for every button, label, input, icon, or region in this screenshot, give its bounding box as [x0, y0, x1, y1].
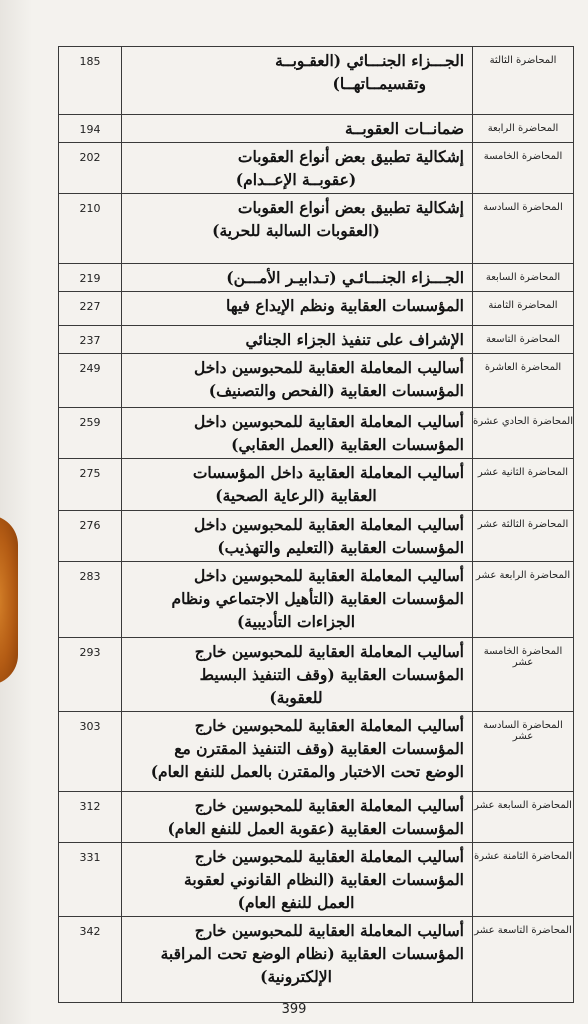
title-line: المؤسسات العقابية (التعليم والتهذيب): [217, 538, 464, 557]
title-line: إشكالية تطبيق بعض أنواع العقوبات: [237, 198, 464, 217]
page-number-label: 303: [79, 720, 101, 733]
toc-row: [59, 562, 574, 638]
page-cell: [59, 47, 122, 115]
title-line: الإلكترونية): [260, 967, 332, 986]
title-line: أساليب المعاملة العقابية للمحبوسين داخل: [193, 566, 464, 585]
title-cell: [122, 115, 473, 143]
page-number: 399: [281, 1002, 307, 1017]
title-line: أساليب المعاملة العقابية للمحبوسين خارج: [194, 847, 464, 866]
title-line: المؤسسات العقابية (الفحص والتصنيف): [208, 381, 464, 400]
lecture-cell: [473, 843, 574, 917]
lecture-label: المحاضرة التاسعة عشر: [474, 925, 572, 936]
title-line: الوضع تحت الاختبار والمقترن بالعمل للنفع العام): [150, 762, 464, 781]
lecture-cell: [473, 143, 574, 194]
lecture-label: المحاضرة العاشرة: [484, 362, 562, 373]
title-line: للعقوبة): [269, 688, 323, 707]
title-cell: [122, 326, 473, 354]
lecture-cell: [473, 712, 574, 792]
page-cell: [59, 354, 122, 408]
title-line: أساليب المعاملة العقابية للمحبوسين خارج: [194, 796, 464, 815]
page-cell: [59, 459, 122, 511]
title-line: المؤسسات العقابية (التأهيل الاجتماعي ونظام: [171, 589, 464, 608]
page-cell: [59, 143, 122, 194]
lecture-cell: [473, 292, 574, 326]
lecture-label: المحاضرة التاسعة: [486, 334, 560, 345]
lecture-cell: [473, 459, 574, 511]
toc-row: [59, 115, 574, 143]
page-number-label: 275: [79, 467, 101, 480]
title-line: أساليب المعاملة العقابية للمحبوسين خارج: [194, 921, 464, 940]
toc-row: [59, 459, 574, 511]
page-cell: [59, 843, 122, 917]
title-line: المؤسسات العقابية ونظم الإيداع فيها: [225, 296, 464, 315]
page-cell: [59, 562, 122, 638]
title-line: أساليب المعاملة العقابية داخل المؤسسات: [192, 463, 464, 482]
page-number-label: 331: [79, 851, 101, 864]
lecture-label: المحاضرة الثانية عشر: [477, 467, 569, 478]
lecture-label: المحاضرة الخامسة عشر: [483, 646, 563, 668]
lecture-label: المحاضرة السابعة عشر: [474, 800, 572, 811]
lecture-label: المحاضرة الحادي عشرة: [473, 416, 573, 427]
lecture-cell: [473, 408, 574, 459]
toc-row: [59, 638, 574, 712]
page-cell: [59, 511, 122, 562]
page-cell: [59, 712, 122, 792]
toc-row: [59, 843, 574, 917]
title-line: العمل للنفع العام): [237, 893, 355, 912]
title-line: المؤسسات العقابية (وقف التنفيذ البسيط: [199, 665, 464, 684]
title-cell: [122, 562, 473, 638]
title-line: أساليب المعاملة العقابية للمحبوسين داخل: [193, 515, 464, 534]
title-line: أساليب المعاملة العقابية للمحبوسين خارج: [194, 716, 464, 735]
title-cell: [122, 292, 473, 326]
title-line: ضمانــات العقوبــة: [344, 119, 464, 138]
page-number-label: 276: [79, 519, 101, 532]
lecture-label: المحاضرة الثالثة عشر: [477, 519, 569, 530]
title-line: أساليب المعاملة العقابية للمحبوسين داخل: [193, 412, 464, 431]
toc-row: [59, 792, 574, 843]
lecture-cell: [473, 917, 574, 1003]
page-number-label: 185: [79, 55, 101, 68]
title-cell: [122, 264, 473, 292]
page-cell: [59, 194, 122, 264]
lecture-cell: [473, 194, 574, 264]
toc-row: [59, 292, 574, 326]
page-number-label: 283: [79, 570, 101, 583]
page-cell: [59, 408, 122, 459]
title-cell: [122, 792, 473, 843]
title-cell: [122, 143, 473, 194]
title-line: المؤسسات العقابية (نظام الوضع تحت المراقبة: [160, 944, 464, 963]
page-cell: [59, 326, 122, 354]
page-gutter-shadow: [0, 0, 32, 1024]
page-cell: [59, 292, 122, 326]
page-number-label: 210: [79, 202, 101, 215]
page-number-label: 194: [79, 123, 101, 136]
title-line: الإشراف على تنفيذ الجزاء الجنائي: [245, 330, 464, 349]
page-number-label: 249: [79, 362, 101, 375]
page-number-label: 342: [79, 925, 101, 938]
toc-row: [59, 511, 574, 562]
lecture-cell: [473, 115, 574, 143]
title-cell: [122, 194, 473, 264]
lecture-label: المحاضرة السادسة: [483, 202, 563, 213]
page-cell: [59, 264, 122, 292]
lecture-label: المحاضرة الخامسة: [483, 151, 563, 162]
lecture-cell: [473, 562, 574, 638]
page-number-label: 259: [79, 416, 101, 429]
toc-row: [59, 326, 574, 354]
toc-body: [59, 47, 574, 1003]
lecture-label: المحاضرة الثامنة: [488, 300, 558, 311]
lecture-label: المحاضرة الثامنة عشرة: [474, 851, 572, 862]
page-number-label: 219: [79, 272, 101, 285]
title-line: الجـــزاء الجنـــائي (العقـوبــة: [275, 51, 464, 70]
toc-row: [59, 712, 574, 792]
title-cell: [122, 712, 473, 792]
title-cell: [122, 843, 473, 917]
lecture-cell: [473, 326, 574, 354]
toc-row: [59, 354, 574, 408]
title-line: العقابية (الرعاية الصحية): [215, 486, 377, 505]
lecture-cell: [473, 47, 574, 115]
title-line: أساليب المعاملة العقابية للمحبوسين خارج: [194, 642, 464, 661]
title-line: المؤسسات العقابية (النظام القانوني لعقوبة: [184, 870, 464, 889]
title-cell: [122, 459, 473, 511]
lecture-label: المحاضرة السادسة عشر: [483, 720, 563, 742]
title-cell: [122, 408, 473, 459]
lecture-label: المحاضرة الرابعة عشر: [475, 570, 571, 581]
title-line: المؤسسات العقابية (وقف التنفيذ المقترن مع: [174, 739, 464, 758]
toc-row: [59, 143, 574, 194]
page-number-label: 293: [79, 646, 101, 659]
toc-row: [59, 47, 574, 115]
lecture-cell: [473, 354, 574, 408]
title-line: المؤسسات العقابية (عقوبة العمل للنفع العام): [167, 819, 464, 838]
title-line: الجزاءات التأديبية): [236, 612, 356, 631]
lecture-cell: [473, 638, 574, 712]
title-cell: [122, 638, 473, 712]
page-number-label: 312: [79, 800, 101, 813]
title-cell: [122, 917, 473, 1003]
title-line: (العقوبات السالبة للحرية): [212, 221, 380, 240]
title-cell: [122, 354, 473, 408]
title-line: إشكالية تطبيق بعض أنواع العقوبات: [237, 147, 464, 166]
title-line: المؤسسات العقابية (العمل العقابي): [231, 435, 464, 454]
page-number-label: 202: [79, 151, 101, 164]
title-line: (عقوبــة الإعــدام): [235, 170, 357, 189]
toc-row: [59, 917, 574, 1003]
title-cell: [122, 511, 473, 562]
page-number-label: 227: [79, 300, 101, 313]
page-cell: [59, 792, 122, 843]
toc-row: [59, 194, 574, 264]
page-cell: [59, 115, 122, 143]
page-cell: [59, 917, 122, 1003]
lecture-cell: [473, 792, 574, 843]
title-line: وتقسيمــاتهــا): [332, 74, 426, 93]
page-cell: [59, 638, 122, 712]
toc-row: [59, 408, 574, 459]
title-line: الجـــزاء الجنـــائـي (تـدابيـر الأمـــن): [226, 268, 464, 287]
toc-table: [58, 46, 574, 1003]
lecture-label: المحاضرة السابعة: [485, 272, 561, 283]
lecture-label: المحاضرة الرابعة: [487, 123, 559, 134]
lecture-label: المحاضرة الثالثة: [489, 55, 557, 66]
toc-row: [59, 264, 574, 292]
page-number-label: 237: [79, 334, 101, 347]
lecture-cell: [473, 511, 574, 562]
lecture-cell: [473, 264, 574, 292]
title-cell: [122, 47, 473, 115]
title-line: أساليب المعاملة العقابية للمحبوسين داخل: [193, 358, 464, 377]
finger-edge: [0, 515, 18, 685]
